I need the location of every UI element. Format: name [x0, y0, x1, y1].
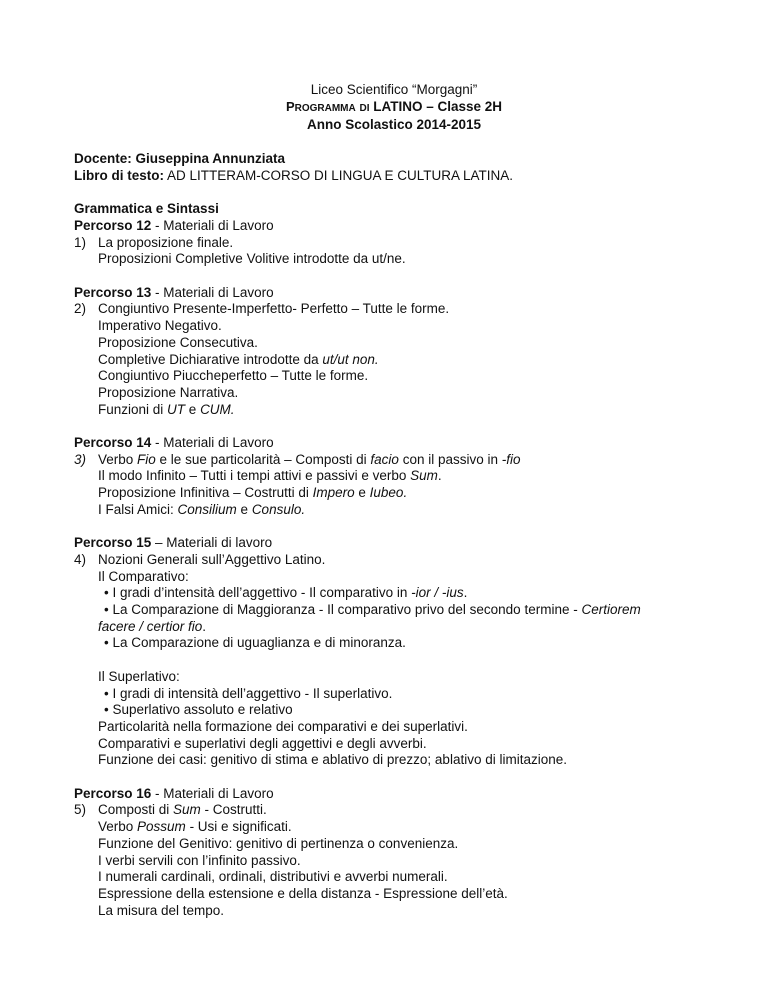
- school-year: Anno Scolastico 2014-2015: [306, 117, 482, 133]
- list-line: • I gradi d’intensità dell’aggettivo - Il comparativo in -ior / -ius.: [104, 585, 468, 601]
- list-item: 4) Nozioni Generali sull’Aggettivo Latino.: [74, 551, 326, 567]
- percorso-16-heading: Percorso 16 - Materiali di Lavoro: [74, 785, 274, 801]
- document-header: [74, 82, 714, 134]
- list-line: Funzione del Genitivo: genitivo di pertinenza o convenienza.: [98, 835, 459, 851]
- list-item: 2) Congiuntivo Presente-Imperfetto- Perfetto – Tutte le forme.: [74, 301, 450, 317]
- list-line: Espressione della estensione e della distanza - Espressione dell’età.: [98, 885, 508, 901]
- list-line: Proposizione Narrativa.: [98, 384, 239, 400]
- list-line: Proposizione Infinitiva – Costrutti di Impero e Iubeo.: [98, 485, 408, 501]
- percorso-15-heading: Percorso 15 – Materiali di lavoro: [74, 535, 273, 551]
- percorso-12-heading: Percorso 12 - Materiali di Lavoro: [74, 217, 274, 233]
- document-page: [74, 82, 714, 919]
- school-name: Liceo Scientifico “Morgagni”: [310, 82, 478, 97]
- list-item: 1) La proposizione finale.: [74, 234, 234, 250]
- percorso-14-heading: Percorso 14 - Materiali di Lavoro: [74, 435, 274, 451]
- list-line: I Falsi Amici: Consilium e Consulo.: [98, 501, 306, 517]
- list-line: Il Superlativo:: [98, 668, 180, 684]
- list-line: Verbo Possum - Usi e significati.: [98, 819, 292, 835]
- list-line: La misura del tempo.: [98, 902, 225, 918]
- list-line: Imperativo Negativo.: [98, 318, 222, 334]
- list-item: 5) Composti di Sum - Costrutti.: [74, 802, 267, 818]
- section-heading: Grammatica e Sintassi: [74, 201, 219, 217]
- teacher-line: Docente: Giuseppina Annunziata: [74, 151, 286, 167]
- list-line: I verbi servili con l’infinito passivo.: [98, 852, 301, 868]
- list-line: Proposizione Consecutiva.: [98, 334, 258, 350]
- list-line: • La Comparazione di Maggioranza - Il comparativo privo del secondo termine - Certiorem: [104, 602, 641, 618]
- list-line: Il Comparativo:: [98, 568, 189, 584]
- textbook-line: Libro di testo: AD LITTERAM-CORSO DI LINGUA E CULTURA LATINA.: [74, 167, 514, 183]
- list-line: Proposizioni Completive Volitive introdotte da ut/ne.: [98, 251, 406, 267]
- list-line: Completive Dichiarative introdotte da ut/ut non.: [98, 351, 379, 367]
- list-line: facere / certior fio.: [98, 618, 207, 634]
- list-item: 3) Verbo Fio e le sue particolarità – Composti di facio con il passivo in -fio: [74, 451, 521, 467]
- list-line: Comparativi e superlativi degli aggettivi e degli avverbi.: [98, 735, 427, 751]
- list-line: Il modo Infinito – Tutti i tempi attivi e passivi e verbo Sum.: [98, 468, 442, 484]
- document-title: PROGRAMMA DI LATINO – Classe 2H: [285, 98, 503, 114]
- percorso-13-heading: Percorso 13 - Materiali di Lavoro: [74, 284, 274, 300]
- list-line: Particolarità nella formazione dei comparativi e dei superlativi.: [98, 718, 468, 734]
- list-line: Funzioni di UT e CUM.: [98, 401, 235, 417]
- list-line: • I gradi di intensità dell’aggettivo - Il superlativo.: [104, 685, 393, 701]
- list-line: • La Comparazione di uguaglianza e di minoranza.: [104, 635, 406, 651]
- list-line: Congiuntivo Piuccheperfetto – Tutte le forme.: [98, 368, 369, 384]
- list-line: I numerali cardinali, ordinali, distributivi e avverbi numerali.: [98, 869, 448, 885]
- list-line: Funzione dei casi: genitivo di stima e ablativo di prezzo; ablativo di limitazione.: [98, 752, 567, 768]
- list-line: • Superlativo assoluto e relativo: [104, 702, 293, 718]
